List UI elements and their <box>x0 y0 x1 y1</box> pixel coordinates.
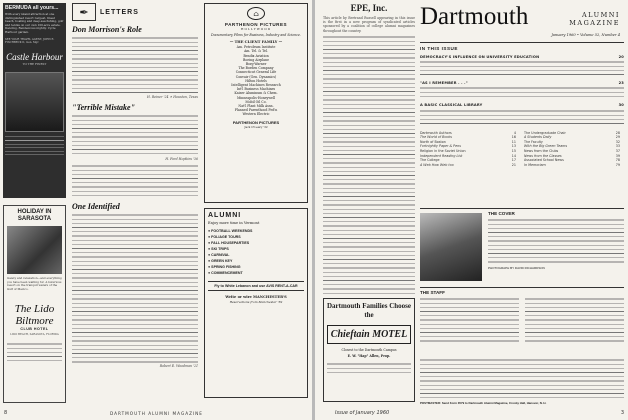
toc-label: Fortnightly Paper & Pens <box>420 144 461 149</box>
alumni-ad-sub: Enjoy more time in Vermont <box>208 221 260 225</box>
sarasota-photo <box>7 226 62 274</box>
letter-body-2 <box>72 114 198 156</box>
toc-page-number: 17 <box>511 158 516 163</box>
toc-tables <box>420 131 624 168</box>
client-item: Kaiser Aluminum & Chem. <box>234 91 278 96</box>
toc-right <box>524 131 620 168</box>
bermuda-agent: SEE YOUR TRAVEL AGENT, JOHN E. FISCHBECK II, Gen. Mgr. <box>5 37 55 44</box>
letter-signature-1: H. Reiner '24 ✦ Houston, Texas <box>147 95 198 99</box>
masthead-date: January 1960 • Volume 52, Number 4 <box>551 33 620 37</box>
alumni-event-item: ● SPRING FISHING <box>208 264 241 269</box>
chieftain-sub: Closest to the Dartmouth Campus <box>341 348 397 352</box>
toc-label: The College <box>420 158 440 163</box>
toc-page-number: 16 <box>511 135 516 140</box>
lido-address: LIDO BEACH, SARASOTA, FLORIDA <box>10 333 59 337</box>
avis-line: Fly to White Lebanon and use AVIS RENT-A-CAR <box>208 281 304 292</box>
parthenon-ad <box>204 3 308 203</box>
chieftain-ad <box>323 298 415 402</box>
sarasota-title: HOLIDAY IN SARASOTA <box>17 209 52 222</box>
sarasota-body: Gaiety and relaxation—and everything you have been waiting for. A luxurious resort on the tranquil waters of the Gulf of Mexico. <box>7 276 62 291</box>
cover-text <box>488 218 624 264</box>
toc-label: Religion in the Soviet Union <box>420 148 466 153</box>
client-item: Hilton Hotels <box>245 78 267 83</box>
letter-signature-3: Robert E. Woodman '21 <box>159 364 198 369</box>
toc-page-number: 4 <box>513 130 516 135</box>
toc-page-number: 15 <box>511 148 516 153</box>
letter-body-1 <box>72 36 198 94</box>
chieftain-fineprint <box>327 362 411 376</box>
toc-page-number: 32 <box>615 139 620 144</box>
toc-left <box>420 131 516 168</box>
toc-label: North of Boston <box>420 139 446 144</box>
alumni-event-item: ● FOOTBALL WEEKENDS <box>208 228 253 233</box>
parthenon-line: Documentary Films for Business, Industry and Science. <box>211 33 301 37</box>
parthenon-address: Jack O'Leary '32 <box>244 124 268 129</box>
sarasota-ad <box>3 205 66 403</box>
alumni-event-item: ● FALL HOUSEPARTIES <box>208 240 250 245</box>
in-this-issue-heading: IN THIS ISSUE <box>420 46 458 51</box>
client-item: Connecticut General Life <box>235 70 277 75</box>
bermuda-photo-caption <box>5 135 64 157</box>
toc-label: News from the Clubs <box>524 148 559 153</box>
toc-page-number: 11 <box>511 139 516 144</box>
toc-label: In Memoriam <box>524 162 546 167</box>
bermuda-body: With every island attraction at one distinguished resort: largest, finest beach, boating and deep-sea fishing, golf and tennis on our own 100-acre estate. Dancing, Rendezvous nightly. Cycle Harbour garden. <box>5 12 64 34</box>
families-title: Dartmouth Families Choose the <box>327 302 411 319</box>
staff-list-left <box>420 297 519 345</box>
bermuda-tagline: TO THE FINEST <box>22 62 47 67</box>
toc-page-number: 79 <box>615 162 620 167</box>
masthead <box>420 3 624 43</box>
client-item: Borg-Warner <box>245 62 267 67</box>
toc-page-number: 28 <box>615 130 620 135</box>
staff-heading: THE STAFF <box>420 290 445 295</box>
toc-label: Associated School News <box>524 158 564 163</box>
alumni-events-list <box>208 228 304 276</box>
lido-club: CLUB HOTEL <box>20 327 49 332</box>
left-footer: DARTMOUTH ALUMNI MAGAZINE <box>110 411 203 416</box>
alumni-event-item: ● COMMENCEMENT <box>208 270 243 275</box>
lead-article-1-desc <box>420 60 624 77</box>
alumni-event-item: ● SKI TRIPS <box>208 246 229 251</box>
alumni-vermont-ad <box>204 208 308 398</box>
toc-page-number: 29 <box>615 135 620 140</box>
right-page <box>315 0 628 420</box>
alumni-event-item: ● CARNIVAL <box>208 252 230 257</box>
client-item: Western Electric <box>242 112 270 117</box>
lido-logo: The Lido Biltmore <box>14 303 55 328</box>
lead-article-3-desc <box>420 109 624 126</box>
toc-row[interactable] <box>524 163 620 168</box>
bermuda-photo <box>5 72 64 132</box>
toc-page-number: 33 <box>615 144 620 149</box>
toc-page-number: 13 <box>511 144 516 149</box>
toc-page-number: 14 <box>511 153 516 158</box>
client-item: The Borden Company <box>238 66 274 71</box>
toc-label: The World of Books <box>420 135 453 140</box>
pen-icon: ✒ <box>72 3 96 21</box>
lead-article-1-num: 20 <box>618 55 624 59</box>
alumni-ad-title: ALUMNI <box>208 212 242 219</box>
toc-page-number: 39 <box>615 153 620 158</box>
left-page <box>0 0 312 420</box>
lead-article-2-num: 23 <box>618 81 624 86</box>
client-item: Int'l Business Machines <box>236 87 276 92</box>
toc-label: The Undergraduate Chair <box>524 130 566 135</box>
letters-column <box>72 3 198 403</box>
letter-heading-3: One Identified <box>72 202 120 212</box>
parthenon-footer: PARTHENON PICTURES <box>232 119 280 125</box>
lead-article-2-desc <box>420 86 624 99</box>
staff-list-right <box>525 297 624 345</box>
toc-label: Independent Reading List <box>420 153 463 158</box>
postmaster-line: POSTMASTER: Send Form 3579 to Dartmouth Alumni Magazine, Crosby Hall, Hanover, N. H. <box>420 401 547 405</box>
epe-body <box>323 35 415 297</box>
chieftain-prop: E. W. "Hap" Allen, Prop. <box>347 354 391 358</box>
castle-harbour-logo: Castle Harbour <box>6 52 63 63</box>
manchester-line: Write or wire MANCHESTER'S <box>225 295 287 300</box>
toc-label: The Faculty <box>524 139 543 144</box>
masthead-alumni: ALUMNI <box>581 11 620 19</box>
toc-label: Dartmouth Authors <box>420 130 452 135</box>
letter-body-3 <box>72 213 198 363</box>
toc-label: With the Big Green Teams <box>524 144 568 149</box>
client-item: Planned Parenthood Fed'n <box>234 108 278 113</box>
toc-row[interactable] <box>420 163 516 168</box>
right-folio: 3 <box>620 410 624 416</box>
letters-heading: LETTERS <box>100 8 139 16</box>
client-list <box>208 45 304 116</box>
cover-credit: PHOTOGRAPH BY DAVID RICHARDSON <box>488 266 545 270</box>
cover-photo <box>420 213 482 281</box>
epe-column <box>323 3 415 293</box>
toc-label: A Students Daily <box>524 135 552 140</box>
client-item: Intelligent Machines Research <box>231 83 281 88</box>
left-folio: 8 <box>4 410 8 416</box>
toc-label: News from the Classes <box>524 153 562 158</box>
alumni-event-item: ● FOLIAGE TOURS <box>208 234 241 239</box>
lead-article-2-title: "AS I REMEMBER . . ." <box>420 81 468 86</box>
letter-heading-1: Don Morrison's Role <box>72 25 142 34</box>
cover-section <box>420 208 624 284</box>
client-item: Mobil Oil Co. <box>245 99 267 104</box>
staff-columns <box>420 297 624 345</box>
client-family-heading: — THE CLIENT FAMILY — <box>229 40 283 45</box>
client-item: Convair (Gen. Dynamics) <box>235 74 277 79</box>
parthenon-logo-icon: ⌂ <box>247 7 265 20</box>
client-item: Bendix Aviation <box>243 53 269 58</box>
lead-article-3-title: A BASIC CLASSICAL LIBRARY <box>420 103 483 108</box>
letter-signature-2: H. Ford Hopkins '36 <box>165 157 198 162</box>
publishing-info <box>420 358 624 400</box>
client-item: Am. Petroleum Institute <box>236 45 276 50</box>
client-item: Nat'l Plant Milk Assn. <box>238 104 274 109</box>
parthenon-sub: HOLLYWOOD <box>240 27 272 31</box>
staff-section <box>420 287 624 357</box>
client-item: Minneapolis-Honeywell <box>237 95 275 100</box>
alumni-event-item: ● GREEN KEY <box>208 258 233 263</box>
toc-page-number: 37 <box>615 148 620 153</box>
toc-label: A Web How Web too <box>420 162 454 167</box>
manchester-sub: Reservations from Manchester '59 <box>229 299 283 304</box>
in-this-issue <box>420 46 624 206</box>
lead-article-1-title: DEMOCRACY'S INFLUENCE ON UNIVERSITY EDUCATION <box>420 55 540 59</box>
cover-heading: THE COVER <box>488 211 515 216</box>
right-footer: Issue of January 1960 <box>335 410 390 416</box>
lead-article-3-num: 30 <box>618 103 624 108</box>
toc-page-number: 78 <box>615 158 620 163</box>
epe-intro: This article by Bertrand Russell appearing in this issue is the first in a new program of syndicated articles sponsored by a coalition of college alumni magazines throughout the country. <box>323 16 415 33</box>
parthenon-title: PARTHENON PICTURES <box>224 22 288 27</box>
toc-page-number: 21 <box>511 162 516 167</box>
bermuda-ad <box>3 3 66 198</box>
masthead-magazine: MAGAZINE <box>569 19 620 27</box>
letter-heading-2: "Terrible Mistake" <box>72 103 136 113</box>
bermuda-title: BERMUDA all yours... <box>5 5 59 11</box>
letter-body-2b <box>72 164 198 198</box>
masthead-title: Dartmouth <box>420 3 529 30</box>
epe-title: EPE, Inc. <box>350 3 388 13</box>
client-item: Boeing Airplane <box>242 57 270 62</box>
client-item: Am. Tel. & Tel. <box>244 49 268 54</box>
chieftain-logo: Chieftain MOTEL <box>327 325 411 344</box>
letters-header <box>72 3 198 21</box>
sarasota-fineprint <box>7 342 62 362</box>
